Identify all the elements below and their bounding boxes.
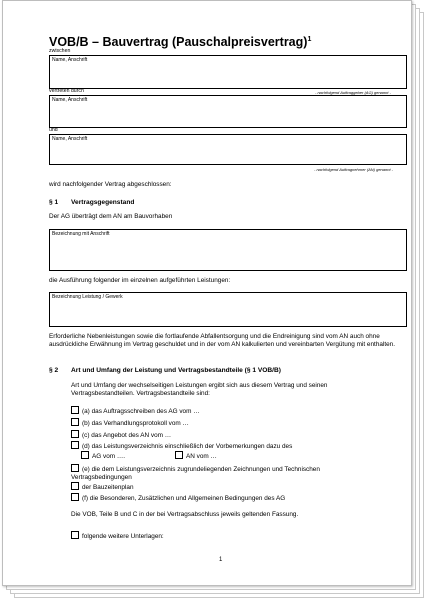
ag-rep-field[interactable] (49, 95, 407, 128)
checkbox-e[interactable] (71, 464, 79, 472)
item-a-label: (a) das Auftragsschreiben des AG vom … (82, 408, 200, 415)
checkbox-d[interactable] (71, 441, 79, 449)
item-e-sub[interactable] (71, 482, 134, 491)
ag-designation-note: - nachfolgend Auftraggeber (AG) genannt - (315, 90, 391, 95)
item-further[interactable] (71, 531, 164, 540)
service-description-field[interactable] (49, 292, 407, 327)
item-a[interactable] (71, 406, 200, 415)
title-text: VOB/B – Bauvertrag (Pauschalpreisvertrag) (49, 35, 308, 49)
checkbox-a[interactable] (71, 406, 79, 414)
title-footnote-marker: 1 (307, 35, 312, 43)
an-name-label: Name, Anschrift (52, 136, 88, 142)
an-name-field[interactable] (49, 134, 407, 165)
item-d-an[interactable] (175, 451, 217, 460)
item-e[interactable] (71, 464, 371, 483)
label-vertreten-durch: vertreten durch (49, 88, 84, 94)
section1-text1: Der AG überträgt dem AN am Bauvorhaben (49, 213, 173, 220)
section1-number: § 1 (49, 199, 59, 206)
checkbox-c[interactable] (71, 430, 79, 438)
label-zwischen: zwischen (49, 48, 71, 54)
item-f-label: (f) die Besonderen, Zusätzlichen und Allgemeinen Bedingungen des AG (82, 495, 286, 502)
checkbox-b[interactable] (71, 418, 79, 426)
service-description-label: Bezeichnung Leistung / Gewerk (52, 294, 123, 300)
item-d-ag[interactable] (81, 451, 125, 460)
item-d-ag-label: AG vom …. (92, 453, 126, 460)
item-e-label: (e) die dem Leistungsverzeichnis zugrundeliegenden Zeichnungen und Technischen Vertragsbedingungen (71, 466, 320, 482)
item-e-sub-label: der Bauzeitenplan (82, 484, 134, 491)
item-further-label: folgende weitere Unterlagen: (82, 533, 164, 540)
project-address-label: Bezeichnung mit Anschrift (52, 231, 110, 237)
checkbox-d-ag[interactable] (81, 451, 89, 459)
checkbox-e-sub[interactable] (71, 482, 79, 490)
project-address-field[interactable] (49, 229, 407, 271)
document-page (2, 0, 412, 586)
section2-heading: Art und Umfang der Leistung und Vertragsbestandteile (§ 1 VOB/B) (71, 367, 281, 374)
item-c-label: (c) das Angebot des AN vom … (82, 432, 172, 439)
section1-text2: die Ausführung folgender im einzelnen aufgeführten Leistungen: (49, 277, 231, 284)
ag-name-field[interactable] (49, 55, 407, 89)
section2-number: § 2 (49, 367, 59, 374)
ag-rep-label: Name, Anschrift (52, 97, 88, 103)
item-d-label: (d) das Leistungsverzeichnis einschließlich der Vorbemerkungen dazu des (82, 443, 293, 450)
checkbox-further[interactable] (71, 531, 79, 539)
checkbox-d-an[interactable] (175, 451, 183, 459)
item-c[interactable] (71, 430, 171, 439)
checkbox-f[interactable] (71, 493, 79, 501)
section1-paragraph: Erforderliche Nebenleistungen sowie die fortlaufende Abfallentsorgung und die Endreinigung sind vom AN auch ohne ausdrückliche Erwähnung im Vertrag geschuldet und in der vom AN kalkulierten und vereinbarten Vergütung mit enthalten. (49, 333, 396, 349)
ag-name-label: Name, Anschrift (52, 57, 88, 63)
item-b[interactable] (71, 418, 189, 427)
document-title (49, 35, 311, 49)
item-f[interactable] (71, 493, 285, 502)
item-b-label: (b) das Verhandlungsprotokoll vom … (82, 420, 189, 427)
section2-intro: Art und Umfang der wechselseitigen Leistungen ergibt sich aus diesem Vertrag und seinen Vertragsbestandteilen. Vertragsbestandteile sind: (71, 382, 328, 398)
vob-text: Die VOB, Teile B und C in der bei Vertragsabschluss jeweils geltenden Fassung. (71, 511, 299, 518)
item-d-an-label: AN vom … (186, 453, 217, 460)
page-number: 1 (219, 557, 223, 563)
label-und: und (49, 127, 58, 133)
item-d[interactable] (71, 441, 292, 450)
section1-heading: Vertragsgegenstand (71, 199, 135, 206)
contract-intro: wird nachfolgender Vertrag abgeschlossen: (49, 181, 172, 188)
an-designation-note: - nachfolgend Auftragnehmer (AN) genannt - (314, 167, 394, 172)
